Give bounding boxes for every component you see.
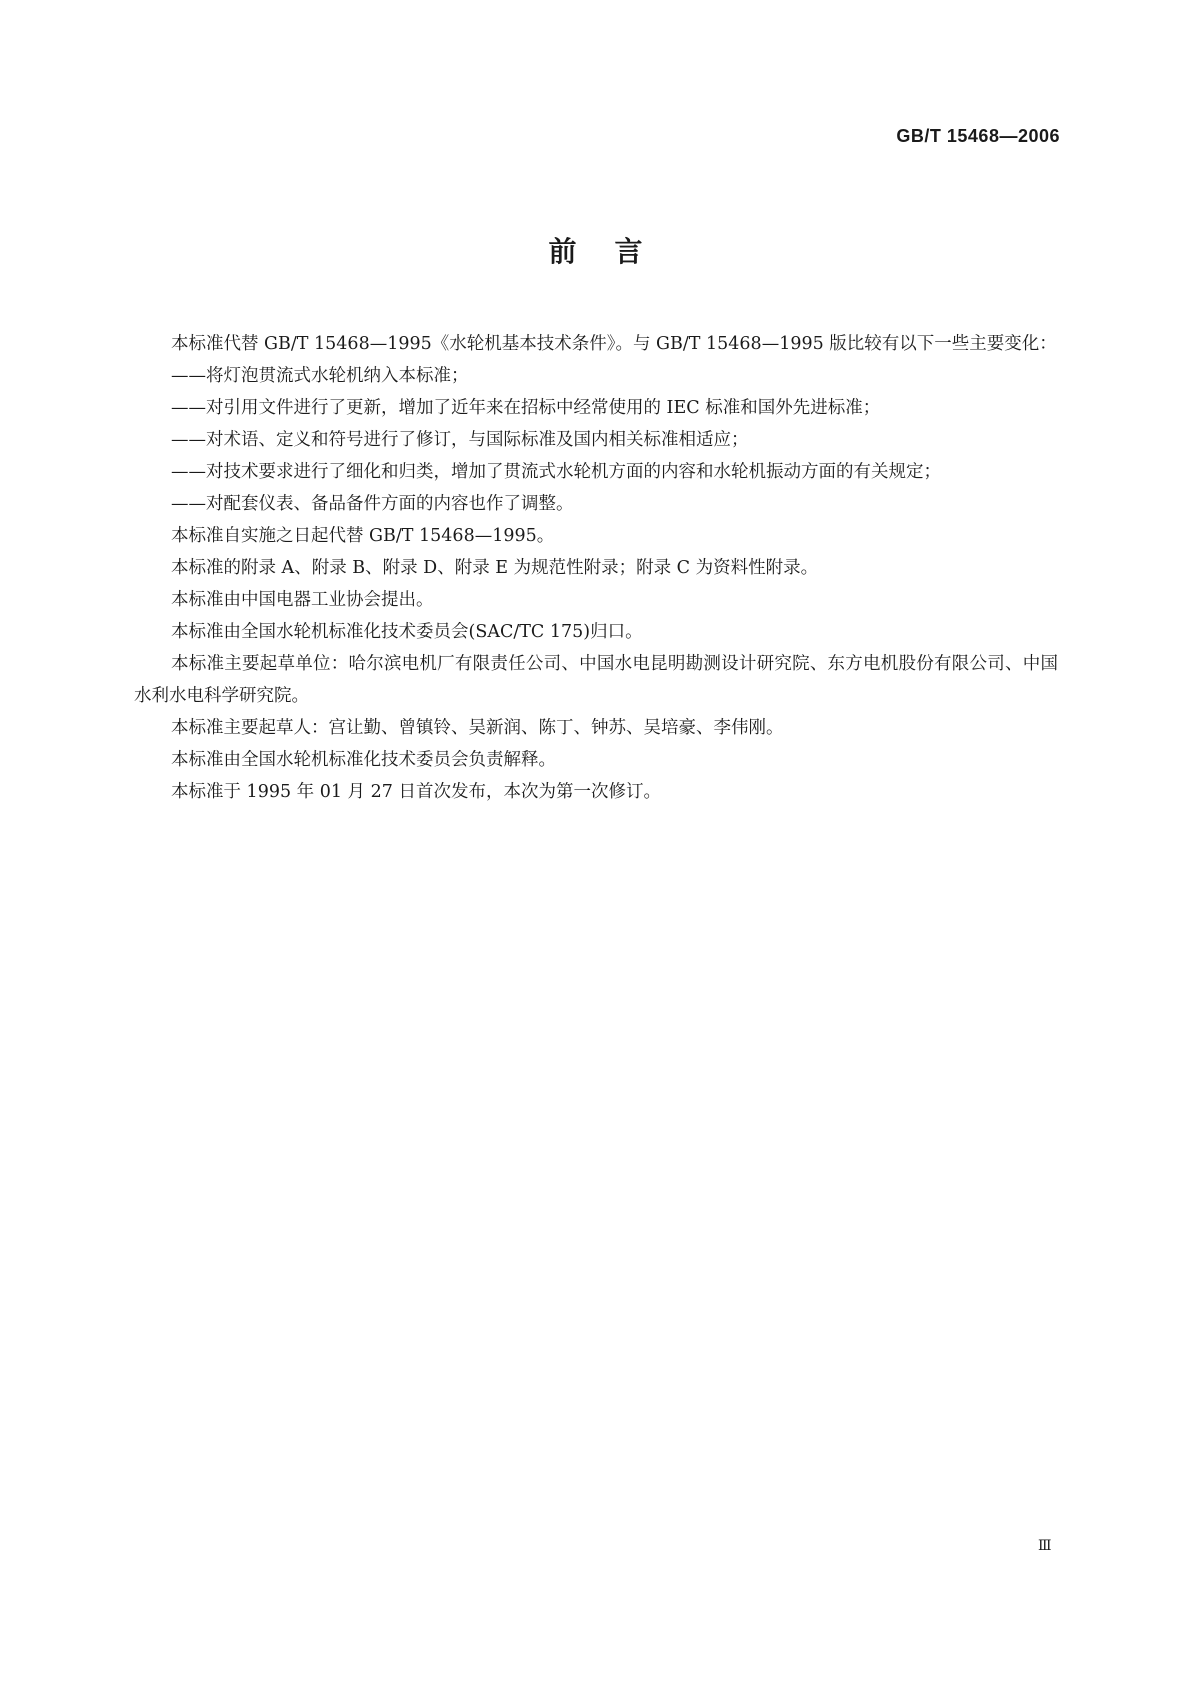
page-title: 前言 xyxy=(548,235,681,268)
annex-paragraph: 本标准的附录 A、附录 B、附录 D、附录 E 为规范性附录；附录 C 为资料性附录。 xyxy=(171,558,819,578)
change-item: ——对引用文件进行了更新，增加了近年来在招标中经常使用的 IEC 标准和国外先进标准； xyxy=(171,398,881,418)
history-paragraph: 本标准于 1995 年 01 月 27 日首次发布，本次为第一次修订。 xyxy=(171,782,661,802)
page-number: Ⅲ xyxy=(1037,1538,1052,1554)
change-item: ——将灯泡贯流式水轮机纳入本标准； xyxy=(171,366,469,386)
committee-paragraph: 本标准由全国水轮机标准化技术委员会(SAC/TC 175)归口。 xyxy=(171,622,643,642)
intro-paragraph: 本标准代替 GB/T 15468—1995《水轮机基本技术条件》。与 GB/T 15468—1995 版比较有以下一些主要变化： xyxy=(171,334,1057,354)
change-item: ——对术语、定义和符号进行了修订，与国际标准及国内相关标准相适应； xyxy=(171,430,749,450)
standard-code: GB/T 15468—2006 xyxy=(896,126,1060,146)
replacement-paragraph: 本标准自实施之日起代替 GB/T 15468—1995。 xyxy=(171,526,555,546)
drafting-units-paragraph: 本标准主要起草单位：哈尔滨电机厂有限责任公司、中国水电昆明勘测设计研究院、东方电机股份有限公司、中国水利水电科学研究院。 xyxy=(134,654,1058,706)
drafters-paragraph: 本标准主要起草人：宫让勤、曾镇铃、吴新润、陈丁、钟苏、吴培豪、李伟刚。 xyxy=(171,718,784,738)
foreword-body xyxy=(134,328,1058,808)
interpretation-paragraph: 本标准由全国水轮机标准化技术委员会负责解释。 xyxy=(171,750,556,770)
proposer-paragraph: 本标准由中国电器工业协会提出。 xyxy=(171,590,434,610)
change-item: ——对配套仪表、备品备件方面的内容也作了调整。 xyxy=(171,494,574,514)
change-item: ——对技术要求进行了细化和归类，增加了贯流式水轮机方面的内容和水轮机振动方面的有关规定； xyxy=(171,462,941,482)
